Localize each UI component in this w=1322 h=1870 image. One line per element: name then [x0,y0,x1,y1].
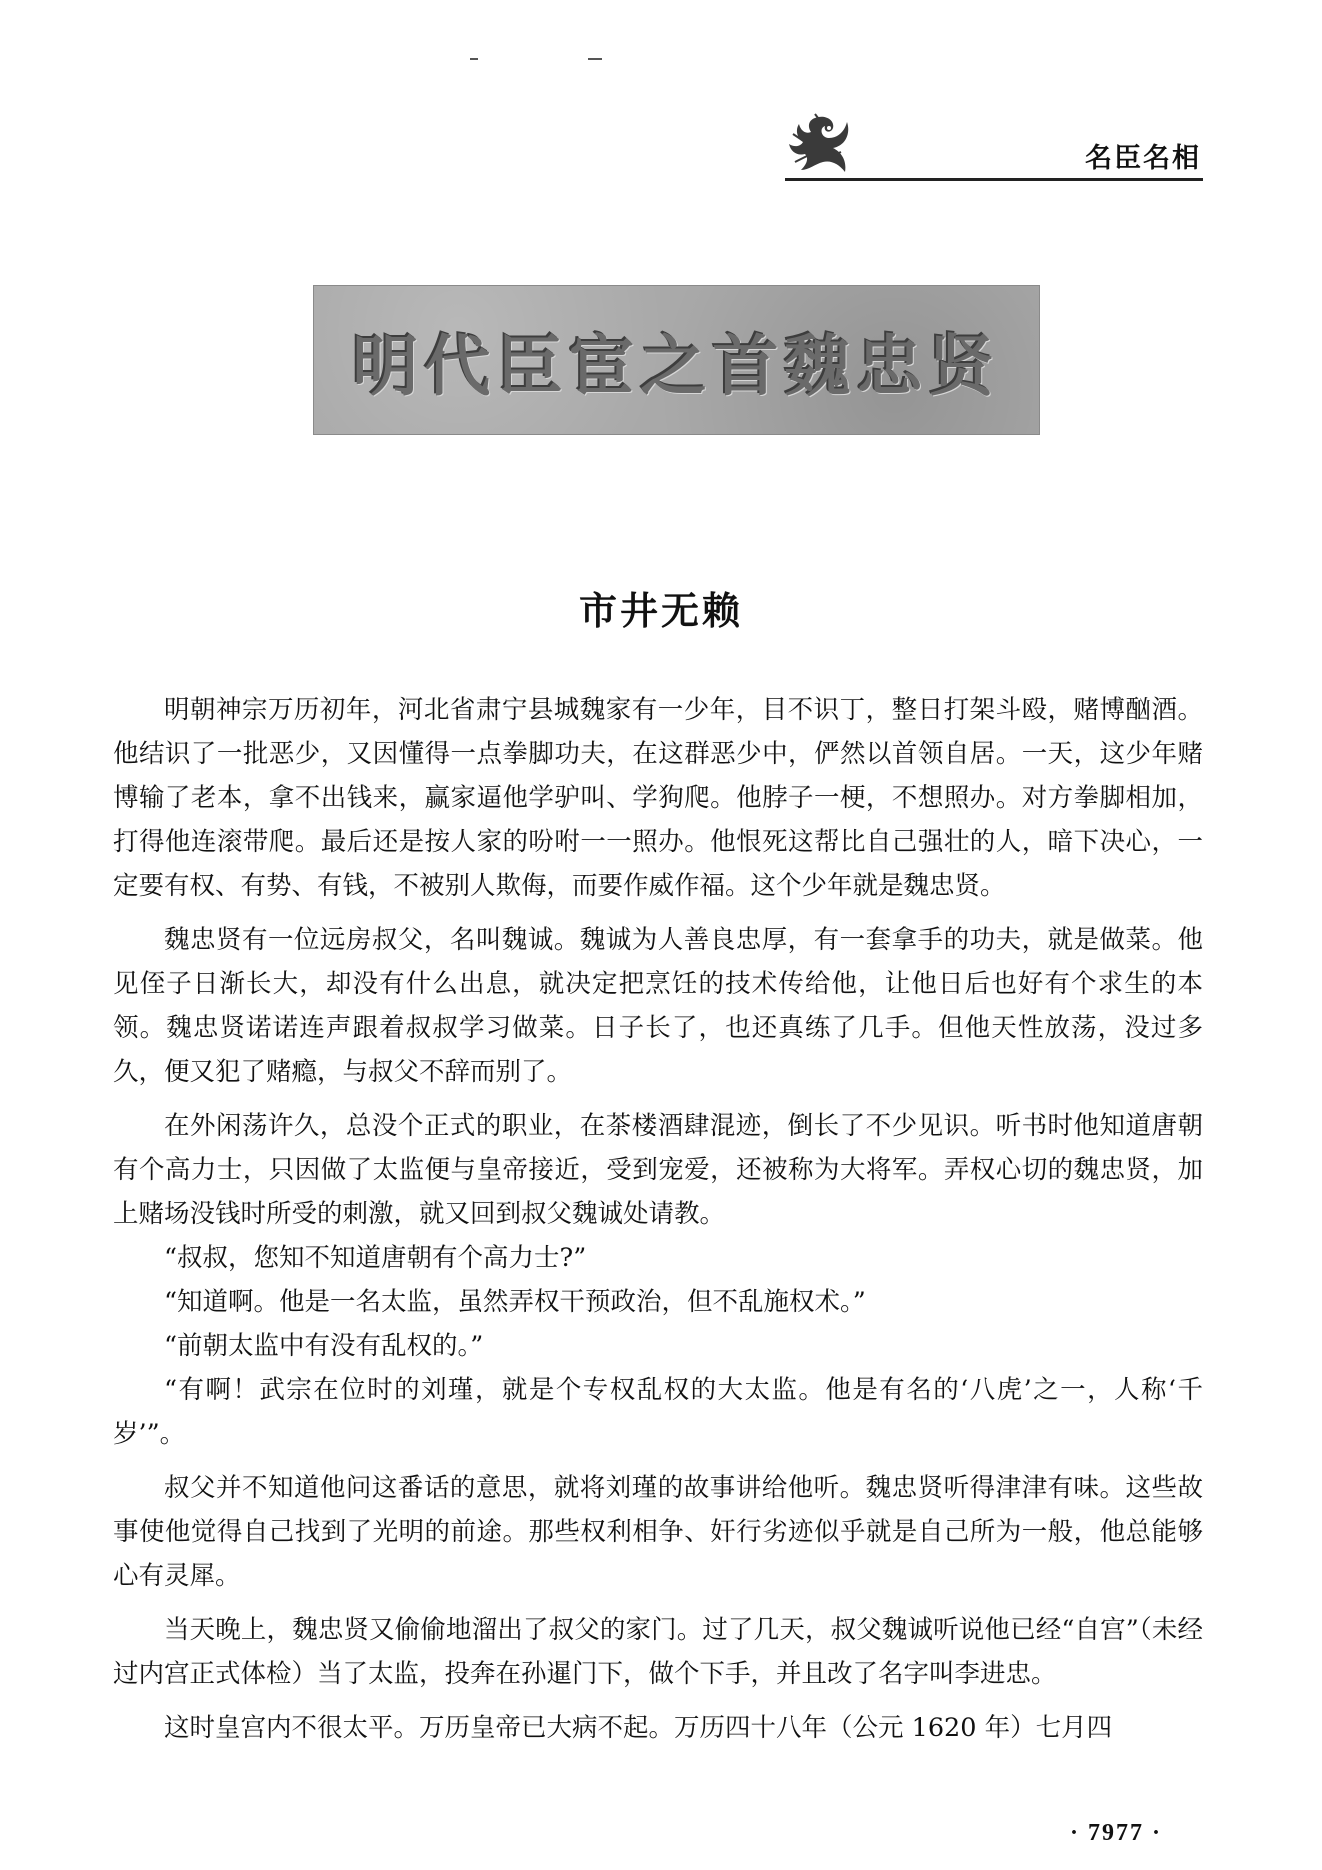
dragon-icon [785,112,853,178]
section-name: 名臣名相 [1085,143,1201,174]
paragraph: 明朝神宗万历初年，河北省肃宁县城魏家有一少年，目不识丁，整日打架斗殴，赌博酗酒。他结识了一批恶少，又因懂得一点拳脚功夫，在这群恶少中，俨然以首领自居。一天，这少年赌博输了老本，拿不出钱来，赢家逼他学驴叫、学狗爬。他脖子一梗，不想照办。对方拳脚相加，打得他连滚带爬。最后还是按人家的吩咐一一照办。他恨死这帮比自己强壮的人，暗下决心，一定要有权、有势、有钱，不被别人欺侮，而要作威作福。这个少年就是魏忠贤。 [113,695,1203,901]
paragraph: “前朝太监中有没有乱权的。” [164,1331,484,1361]
scan-mark [588,58,602,60]
paragraph: 魏忠贤有一位远房叔父，名叫魏诚。魏诚为人善良忠厚，有一套拿手的功夫，就是做菜。他见侄子日渐长大，却没有什么出息，就决定把烹饪的技术传给他，让他日后也好有个求生的本领。魏忠贤诺诺连声跟着叔叔学习做菜。日子长了，也还真练了几手。但他天性放荡，没过多久，便又犯了赌瘾，与叔父不辞而别了。 [113,925,1203,1087]
page-number: · 7977 · [1069,1820,1162,1846]
paragraph: 这时皇宫内不很太平。万历皇帝已大病不起。万历四十八年（公元 1620 年）七月四 [164,1713,1113,1743]
paragraph: 在外闲荡许久，总没个正式的职业，在茶楼酒肆混迹，倒长了不少见识。听书时他知道唐朝有个高力士，只因做了太监便与皇帝接近，受到宠爱，还被称为大将军。弄权心切的魏忠贤，加上赌场没钱时所受的刺激，就又回到叔父魏诚处请教。 [113,1111,1203,1229]
paragraph: 当天晚上，魏忠贤又偷偷地溜出了叔父的家门。过了几天，叔父魏诚听说他已经“自宫”（未经过内宫正式体检）当了太监，投奔在孙暹门下，做个下手，并且改了名字叫李进忠。 [113,1615,1203,1689]
paragraph: “有啊！武宗在位时的刘瑾，就是个专权乱权的大太监。他是有名的‘八虎’之一，人称‘千岁’”。 [113,1375,1203,1449]
paragraph: “知道啊。他是一名太监，虽然弄权干预政治，但不乱施权术。” [164,1287,866,1317]
title-banner [313,285,1040,435]
paragraph: “叔叔，您知不知道唐朝有个高力士?” [164,1243,587,1273]
running-header [785,112,1203,184]
paragraph: 叔父并不知道他问这番话的意思，就将刘瑾的故事讲给他听。魏忠贤听得津津有味。这些故事使他觉得自己找到了光明的前途。那些权利相争、奸行劣迹似乎就是自己所为一般，他总能够心有灵犀。 [113,1473,1203,1591]
body-text [113,688,1203,1750]
banner-title: 明代臣宦之首魏忠贤 [352,326,1001,405]
scan-mark [470,58,478,60]
chapter-title: 市井无赖 [578,589,743,633]
header-rule [785,178,1203,181]
